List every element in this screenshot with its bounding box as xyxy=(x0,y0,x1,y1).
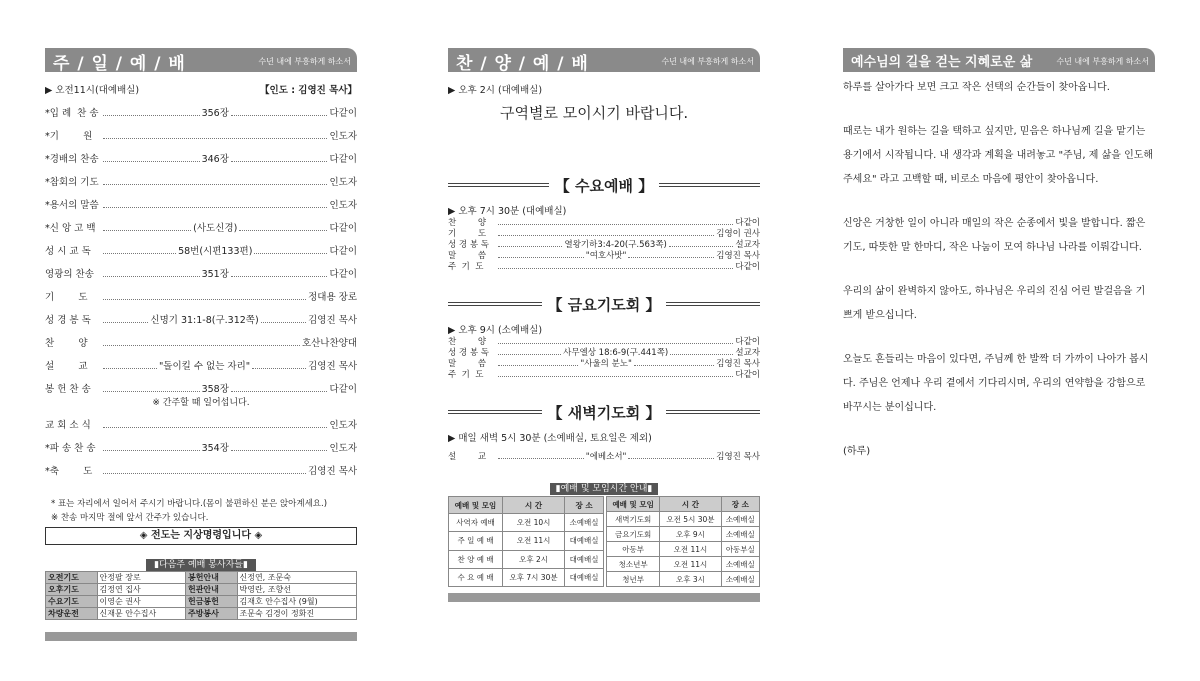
order-item xyxy=(45,454,357,477)
item-assignee: 정대용 장로 xyxy=(308,292,357,303)
leader-dots xyxy=(670,354,733,355)
header-subtitle: 수년 내에 부흥하게 하소서 xyxy=(258,57,351,66)
schedule-cell: 소예배실 xyxy=(721,572,759,587)
schedule-cell: 대예배실 xyxy=(565,550,604,568)
item-label: *기 원 xyxy=(45,131,93,142)
leader-dots xyxy=(498,246,562,247)
schedule-cell: 오전 10시 xyxy=(503,514,565,532)
leader-dots xyxy=(498,376,733,377)
leader-dots xyxy=(231,391,328,392)
friday-order xyxy=(448,336,760,380)
volunteer-name: 김재호 안수집사 (9월) xyxy=(237,596,357,608)
schedule-cell: 수 요 예 배 xyxy=(449,568,503,586)
item-assignee: 설교자 xyxy=(735,240,760,250)
item-label: 설 교 xyxy=(45,361,88,372)
order-item xyxy=(448,369,760,380)
cell-group-notice: 구역별로 모이시기 바랍니다. xyxy=(500,104,689,122)
leader-dots xyxy=(103,345,300,346)
leader-dots xyxy=(103,184,327,185)
standing-note: * 표는 자리에서 일어서 주시기 바랍니다.(몸이 불편하신 분은 앉아계세요.) xyxy=(51,499,328,509)
item-assignee: 인도자 xyxy=(329,131,357,142)
item-label: *경배의 찬송 xyxy=(45,154,99,165)
schedule-row xyxy=(449,514,604,532)
order-item xyxy=(45,211,357,234)
schedule-cell: 소예배실 xyxy=(721,557,759,572)
item-detail: 356장 xyxy=(201,108,229,119)
friday-time: ▶ 오후 9시 (소예배실) xyxy=(448,325,543,336)
order-item xyxy=(45,257,357,280)
leader-dots xyxy=(231,115,328,116)
role-label: 주방봉사 xyxy=(185,608,237,620)
item-label: 성 경 봉 독 xyxy=(448,240,489,250)
item-detail: 신명기 31:1-8(구.312쪽) xyxy=(150,315,259,326)
volunteer-name: 신재문 안수집사 xyxy=(97,608,185,620)
service-time-row xyxy=(45,82,357,96)
order-item xyxy=(45,142,357,165)
schedule-cell: 금요기도회 xyxy=(607,527,660,542)
dawn-time: ▶ 매일 새벽 5시 30분 (소예배실, 토요일은 제외) xyxy=(448,433,652,444)
item-assignee: 김영이 권사 xyxy=(716,229,760,239)
paragraph-line: 신앙은 거창한 일이 아니라 매일의 작은 순종에서 빛을 발합니다. 짧은 xyxy=(843,218,1146,229)
paragraph-line: 하루를 살아가다 보면 크고 작은 선택의 순간들이 찾아옵니다. xyxy=(843,82,1110,93)
schedule-title: ▮예배 및 모임시간 안내▮ xyxy=(550,483,659,495)
leader-dots xyxy=(261,322,306,323)
leader-dots xyxy=(103,207,327,208)
item-assignee: 김영진 목사 xyxy=(308,466,357,477)
schedule-row xyxy=(607,542,760,557)
leader-dots xyxy=(239,230,327,231)
meditation-text xyxy=(843,76,1155,464)
item-detail: "사울의 분노" xyxy=(580,359,632,369)
item-detail: 346장 xyxy=(201,154,229,165)
meditation-column xyxy=(843,48,1155,484)
leader-dots xyxy=(103,450,200,451)
volunteer-name: 이영순 권사 xyxy=(97,596,185,608)
order-item xyxy=(45,349,357,372)
order-item xyxy=(45,372,357,395)
header-subtitle: 수년 내에 부흥하게 하소서 xyxy=(1056,57,1149,66)
order-item xyxy=(45,119,357,142)
item-detail: 354장 xyxy=(201,443,229,454)
leader-dots xyxy=(498,235,714,236)
volunteer-name: 신정연, 조문숙 xyxy=(237,572,357,584)
item-label: *입 례 찬 송 xyxy=(45,108,99,119)
item-assignee: 김영진 목사 xyxy=(308,315,357,326)
leader-dots xyxy=(103,115,200,116)
schedule-cell: 소예배실 xyxy=(565,514,604,532)
wednesday-time: ▶ 오후 7시 30분 (대예배실) xyxy=(448,206,567,217)
schedule-cell: 청소년부 xyxy=(607,557,660,572)
leader-dots xyxy=(103,161,200,162)
service-time: ▶ 오전11시(대예배실) xyxy=(45,85,140,96)
item-assignee: 다같이 xyxy=(329,384,357,395)
paragraph-line: 쁘게 받으십니다. xyxy=(843,310,917,321)
order-item xyxy=(45,188,357,211)
item-detail: 58번(시편133편) xyxy=(178,246,253,257)
schedule-cell: 주 일 예 배 xyxy=(449,532,503,550)
item-assignee: 김영진 목사 xyxy=(716,452,760,462)
order-item xyxy=(45,326,357,349)
order-item xyxy=(45,165,357,188)
leader-dots xyxy=(498,257,584,258)
leader-dots xyxy=(628,257,714,258)
volunteer-row xyxy=(46,596,357,608)
schedule-header xyxy=(607,497,760,512)
item-detail: (사도신경) xyxy=(193,223,238,234)
item-detail: 351장 xyxy=(201,269,229,280)
item-assignee: 다같이 xyxy=(329,246,357,257)
item-label: *축 도 xyxy=(45,466,93,477)
order-of-service xyxy=(45,96,357,477)
volunteer-row xyxy=(46,572,357,584)
item-label: *신 앙 고 백 xyxy=(45,223,96,234)
sunday-worship-header xyxy=(45,48,357,72)
paragraph-line: (하루) xyxy=(843,446,871,457)
schedule-cell: 오전 11시 xyxy=(503,532,565,550)
role-label: 봉헌안내 xyxy=(185,572,237,584)
leader-dots xyxy=(103,391,200,392)
leader-dots xyxy=(669,246,733,247)
header-subtitle: 수년 내에 부흥하게 하소서 xyxy=(661,57,754,66)
paragraph-line: 오늘도 흔들리는 마음이 있다면, 주님께 한 발짝 더 가까이 나아가 봅시 xyxy=(843,354,1149,365)
schedule-header-cell: 예배 및 모임 xyxy=(607,497,660,512)
schedule-cell: 새벽기도회 xyxy=(607,512,660,527)
volunteers-table xyxy=(45,571,357,620)
item-assignee: 다같이 xyxy=(329,223,357,234)
header-title: 예수님의 길을 걷는 지혜로운 삶 xyxy=(851,55,1033,70)
paragraph xyxy=(843,212,1155,260)
item-assignee: 김영진 목사 xyxy=(716,251,760,261)
item-assignee: 호산나찬양대 xyxy=(301,338,357,349)
leader-dots xyxy=(231,276,328,277)
schedule-cell: 대예배실 xyxy=(565,568,604,586)
item-detail: 사무엘상 18:6-9(구.441쪽) xyxy=(563,348,669,358)
praise-worship-header xyxy=(448,48,760,72)
role-label: 수요기도 xyxy=(46,596,98,608)
dawn-order xyxy=(448,444,760,462)
item-label: *용서의 말씀 xyxy=(45,200,99,211)
item-label: 찬 양 xyxy=(448,218,487,228)
schedule-cell: 오전 11시 xyxy=(660,557,721,572)
schedule-row xyxy=(607,512,760,527)
leader-dots xyxy=(254,253,327,254)
leader-dots xyxy=(103,299,306,300)
item-label: 성 경 봉 독 xyxy=(45,315,91,326)
schedule-cell: 아동부실 xyxy=(721,542,759,557)
interlude-note: ※ 찬송 마지막 절에 앞서 간주가 있습니다. xyxy=(51,513,209,523)
paragraph-line: 기도, 따뜻한 말 한마디, 작은 나눔이 모여 하나님 나라를 이뤄갑니다. xyxy=(843,242,1142,253)
leader-dots xyxy=(498,354,561,355)
paragraph xyxy=(843,440,1155,464)
order-item xyxy=(45,234,357,257)
item-label: 찬 양 xyxy=(448,337,487,347)
leader-dots xyxy=(103,276,200,277)
item-assignee: 다같이 xyxy=(735,262,760,272)
leader-dots xyxy=(628,458,714,459)
item-assignee: 김영진 목사 xyxy=(716,359,760,369)
schedule-header xyxy=(449,497,604,514)
schedule-cell: 소예배실 xyxy=(721,527,759,542)
role-label: 오전기도 xyxy=(46,572,98,584)
item-label: 말 씀 xyxy=(448,251,487,261)
footer-bar xyxy=(45,632,357,641)
order-item xyxy=(45,431,357,454)
item-assignee: 다같이 xyxy=(329,269,357,280)
leader-dots xyxy=(103,368,157,369)
item-label: 기 도 xyxy=(448,229,487,239)
leader-dots xyxy=(634,365,714,366)
schedule-cell: 아동부 xyxy=(607,542,660,557)
item-detail: 열왕기하3:4-20(구.563쪽) xyxy=(564,240,667,250)
praise-worship-column xyxy=(448,48,760,602)
schedule-row xyxy=(607,527,760,542)
volunteer-name: 안정팔 장로 xyxy=(97,572,185,584)
item-label: 기 도 xyxy=(45,292,88,303)
role-label: 헌금봉헌 xyxy=(185,596,237,608)
item-detail: "에베소서" xyxy=(585,452,627,462)
paragraph xyxy=(843,348,1155,420)
leader-dots xyxy=(103,138,327,139)
item-assignee: 다같이 xyxy=(735,370,760,380)
paragraph-line: 주세요" 라고 고백할 때, 비로소 마음에 평안이 찾아옵니다. xyxy=(843,174,1099,185)
schedule-cell: 오전 5시 30분 xyxy=(660,512,721,527)
motto-box: ◈ 전도는 지상명령입니다 ◈ xyxy=(45,527,357,545)
schedule-header-cell: 시 간 xyxy=(660,497,721,512)
offering-note: ※ 간주할 때 일어섭니다. xyxy=(152,398,250,408)
schedule-cell: 대예배실 xyxy=(565,532,604,550)
item-assignee: 인도자 xyxy=(329,200,357,211)
friday-section-title: 【 금요기도회 】 xyxy=(448,294,760,314)
order-item xyxy=(45,408,357,431)
role-label: 헌관안내 xyxy=(185,584,237,596)
order-item xyxy=(45,280,357,303)
schedule-header-cell: 장 소 xyxy=(721,497,759,512)
leader-dots xyxy=(103,253,176,254)
volunteer-name: 김정연 집사 xyxy=(97,584,185,596)
schedule-cell: 오전 11시 xyxy=(660,542,721,557)
service-time: ▶ 오후 2시 (대예배실) xyxy=(448,85,543,96)
item-assignee: 다같이 xyxy=(735,337,760,347)
item-label: 찬 양 xyxy=(45,338,88,349)
schedule-cell: 찬 양 예 배 xyxy=(449,550,503,568)
item-label: 말 씀 xyxy=(448,359,487,369)
leader-dots xyxy=(498,458,584,459)
leader-dots xyxy=(103,427,327,428)
schedule-cell: 청년부 xyxy=(607,572,660,587)
schedule-table-right xyxy=(606,496,760,587)
item-assignee: 인도자 xyxy=(329,420,357,431)
item-detail: 358장 xyxy=(201,384,229,395)
schedule-cell: 오후 7시 30분 xyxy=(503,568,565,586)
item-label: 성 시 교 독 xyxy=(45,246,91,257)
schedule-header-cell: 장 소 xyxy=(565,497,604,514)
schedule-row xyxy=(607,557,760,572)
paragraph-line: 때로는 내가 원하는 길을 택하고 싶지만, 믿음은 하나님께 길을 맡기는 xyxy=(843,126,1146,137)
schedule-table-left xyxy=(448,496,604,587)
paragraph-line: 바꾸시는 분이십니다. xyxy=(843,402,937,413)
item-assignee: 다같이 xyxy=(329,108,357,119)
paragraph xyxy=(843,76,1155,100)
schedule-row xyxy=(449,568,604,586)
paragraph-line: 용기에서 시작됩니다. 내 생각과 계획을 내려놓고 "주님, 제 삶을 인도해 xyxy=(843,150,1154,161)
order-item xyxy=(45,96,357,119)
item-label: 교 회 소 식 xyxy=(45,420,91,431)
schedule-cell: 소예배실 xyxy=(721,512,759,527)
item-detail: "돌이킬 수 없는 자리" xyxy=(158,361,251,372)
item-label: 성 경 봉 독 xyxy=(448,348,489,358)
item-assignee: 다같이 xyxy=(329,154,357,165)
header-title: 주 / 일 / 예 / 배 xyxy=(53,54,186,74)
item-label: 설 교 xyxy=(448,452,487,462)
paragraph-line: 우리의 삶이 완벽하지 않아도, 하나님은 우리의 진심 어린 발걸음을 기 xyxy=(843,286,1146,297)
item-label: 영광의 찬송 xyxy=(45,269,94,280)
order-item xyxy=(45,303,357,326)
leader-dots xyxy=(252,368,306,369)
schedule-row xyxy=(607,572,760,587)
volunteer-row xyxy=(46,584,357,596)
leader-dots xyxy=(103,230,191,231)
leader-dots xyxy=(231,161,328,162)
item-assignee: 설교자 xyxy=(735,348,761,358)
footer-bar xyxy=(448,593,760,602)
volunteer-name: 조문숙 김경이 정화진 xyxy=(237,608,357,620)
sunday-worship-column xyxy=(45,48,357,641)
schedule-row xyxy=(449,550,604,568)
paragraph-line: 다. 주님은 언제나 우리 곁에서 기다리시며, 우리의 연약함을 강함으로 xyxy=(843,378,1146,389)
item-label: 주 기 도 xyxy=(448,370,484,380)
volunteer-row xyxy=(46,608,357,620)
schedule-cell: 사역자 예배 xyxy=(449,514,503,532)
item-label: *파 송 찬 송 xyxy=(45,443,96,454)
leader-dots xyxy=(231,450,328,451)
service-leader: 【인도 : 김영진 목사】 xyxy=(260,85,357,96)
item-assignee: 다같이 xyxy=(735,218,760,228)
dawn-section-title: 【 새벽기도회 】 xyxy=(448,402,760,422)
wednesday-order xyxy=(448,217,760,272)
schedule-header-cell: 예배 및 모임 xyxy=(449,497,503,514)
volunteers-title: ▮다음주 예배 봉사자들▮ xyxy=(146,559,256,571)
order-item xyxy=(448,261,760,272)
leader-dots xyxy=(498,224,733,225)
header-title: 찬 / 양 / 예 / 배 xyxy=(456,54,589,74)
item-label: 주 기 도 xyxy=(448,262,484,272)
item-label: *참회의 기도 xyxy=(45,177,99,188)
schedule-cell: 오후 2시 xyxy=(503,550,565,568)
role-label: 차량운전 xyxy=(46,608,98,620)
leader-dots xyxy=(103,322,148,323)
item-label: 봉 헌 찬 송 xyxy=(45,384,91,395)
schedule-cell: 오후 9시 xyxy=(660,527,721,542)
leader-dots xyxy=(498,365,578,366)
leader-dots xyxy=(498,343,733,344)
order-item xyxy=(448,444,760,462)
volunteer-name: 박영란, 조향선 xyxy=(237,584,357,596)
wednesday-section-title: 【 수요예배 】 xyxy=(448,175,760,195)
item-assignee: 인도자 xyxy=(329,177,357,188)
schedule-row xyxy=(449,532,604,550)
role-label: 오후기도 xyxy=(46,584,98,596)
item-assignee: 김영진 목사 xyxy=(308,361,357,372)
schedule-header-cell: 시 간 xyxy=(503,497,565,514)
item-assignee: 인도자 xyxy=(329,443,357,454)
meditation-header xyxy=(843,48,1155,72)
item-detail: "여호사밧" xyxy=(585,251,627,261)
paragraph xyxy=(843,120,1155,192)
leader-dots xyxy=(103,473,306,474)
paragraph xyxy=(843,280,1155,328)
leader-dots xyxy=(498,268,733,269)
schedule-cell: 오후 3시 xyxy=(660,572,721,587)
